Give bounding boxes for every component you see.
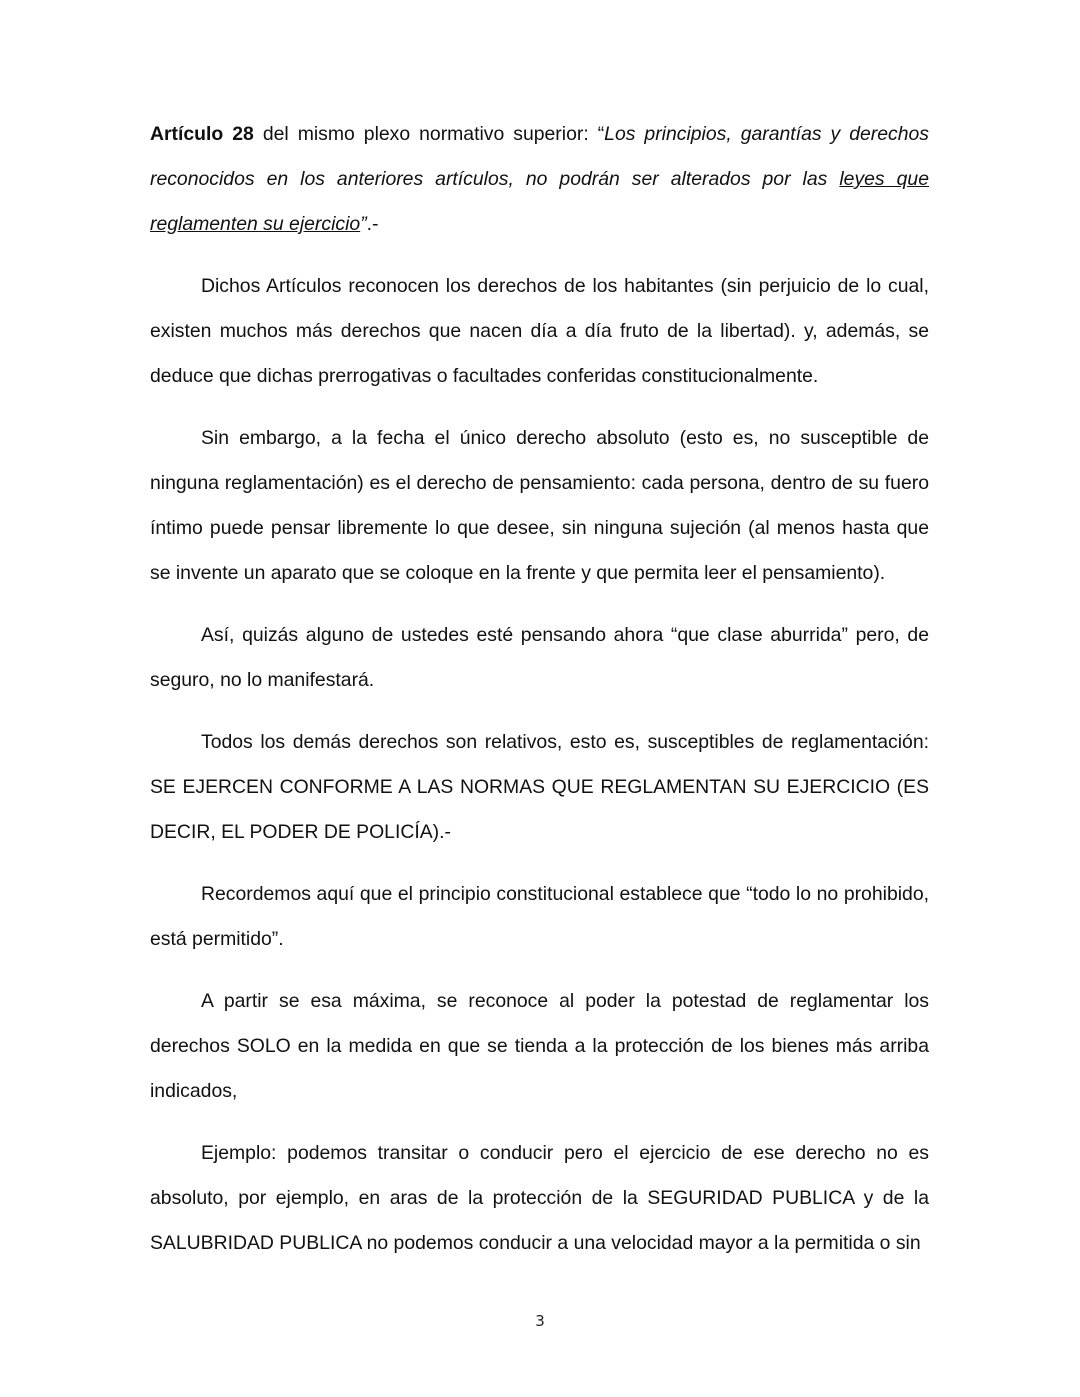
paragraph-article-28 [150, 112, 929, 247]
closing-quote: ” [360, 213, 367, 235]
paragraph-derechos-relativos: Todos los demás derechos son relativos, esto es, susceptibles de reglamentación: SE EJERCEN CONFORME A LAS NORMAS QUE REGLAMENTAN SU EJERCICIO (ES DECIR, EL PODER DE POLICÍA).- [150, 731, 929, 843]
page-number: 3 [535, 1312, 545, 1330]
paragraph-ejemplo: Ejemplo: podemos transitar o conducir pero el ejercicio de ese derecho no es absoluto, por ejemplo, en aras de la protección de la SEGURIDAD PUBLICA y de la SALUBRIDAD PUBLICA no podemos conducir a una velocidad mayor a la permitida o sin [150, 1142, 929, 1254]
document-page [150, 112, 929, 1283]
article-reference: Artículo 28 [150, 123, 254, 145]
paragraph-dichos-articulos: Dichos Artículos reconocen los derechos de los habitantes (sin perjuicio de lo cual, existen muchos más derechos que nacen día a día fruto de la libertad). y, además, se deduce que dichas prerrogativas o facultades conferidas constitucionalmente. [150, 275, 929, 387]
paragraph-principio-constitucional: Recordemos aquí que el principio constitucional establece que “todo lo no prohibido, está permitido”. [150, 883, 929, 950]
paragraph-clase-aburrida: Así, quizás alguno de ustedes esté pensando ahora “que clase aburrida” pero, de seguro, no lo manifestará. [150, 624, 929, 691]
underlined-quote-text: leyes que reglamenten su ejercicio [150, 168, 929, 235]
paragraph-potestad-reglamentar: A partir se esa máxima, se reconoce al poder la potestad de reglamentar los derechos SOLO en la medida en que se tienda a la protección de los bienes más arriba indicados, [150, 990, 929, 1102]
quoted-article-text: Los principios, garantías y derechos reconocidos en los anteriores artículos, no podrán ser alterados por las [150, 123, 930, 190]
paragraph-ending: .- [366, 213, 379, 235]
paragraph-derecho-absoluto: Sin embargo, a la fecha el único derecho absoluto (esto es, no susceptible de ninguna reglamentación) es el derecho de pensamiento: cada persona, dentro de su fuero íntimo puede pensar libremente lo que desee, sin ninguna sujeción (al menos hasta que se invente un aparato que se coloque en la frente y que permita leer el pensamiento). [150, 427, 929, 584]
paragraph-text: del mismo plexo normativo superior: “ [253, 123, 605, 145]
